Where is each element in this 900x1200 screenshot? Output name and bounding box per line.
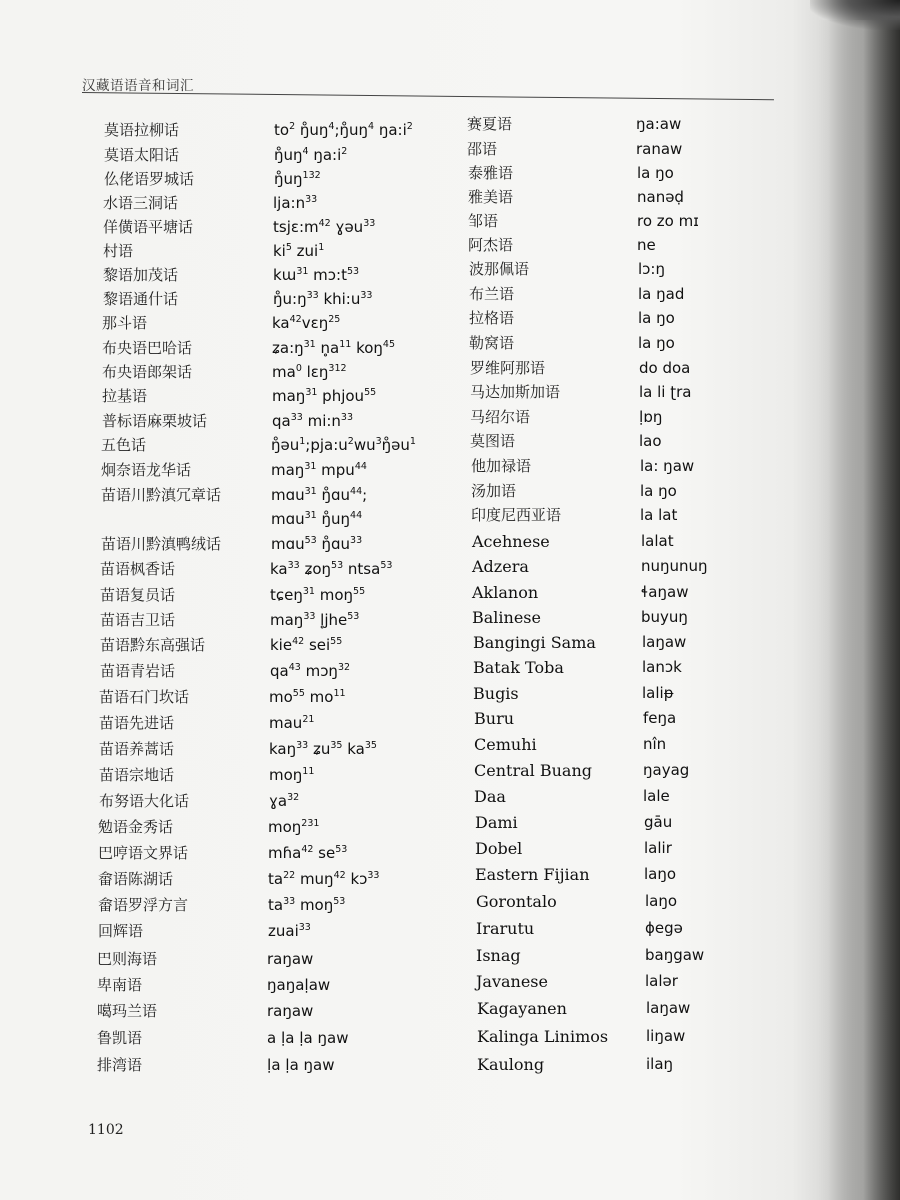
left-word-form: $tsjɛ:m^{42}$ ɣəu$^{33}$ bbox=[273, 218, 376, 236]
right-language-name: Eastern Fijian bbox=[475, 865, 590, 884]
right-word-form: ŋa:aw bbox=[636, 115, 682, 133]
right-language-name: Central Buang bbox=[474, 761, 592, 780]
right-language-name: 布兰语 bbox=[469, 285, 515, 303]
right-language-name: 马绍尔语 bbox=[470, 408, 531, 426]
right-language-name: Adzera bbox=[472, 557, 529, 576]
left-word-form: $mo^{55}$ $mo^{11}$ bbox=[269, 688, 346, 706]
right-word-form: lɔ:ŋ bbox=[638, 260, 665, 278]
right-language-name: Bangingi Sama bbox=[473, 633, 596, 652]
right-language-name: 阿杰语 bbox=[468, 236, 514, 254]
right-language-name: 波那佩语 bbox=[469, 260, 530, 278]
right-word-form: la: ŋaw bbox=[640, 457, 695, 475]
right-language-name: Gorontalo bbox=[476, 892, 557, 911]
right-language-name: 拉格语 bbox=[469, 309, 515, 327]
left-language-name: 回辉语 bbox=[98, 922, 144, 940]
left-language-name: 苗语枫香话 bbox=[100, 560, 176, 578]
right-language-name: Dami bbox=[475, 813, 518, 832]
right-word-form: laŋo bbox=[644, 865, 677, 883]
left-word-form: $ta^{33}$ moŋ$^{53}$ bbox=[268, 896, 346, 914]
right-word-form: liŋaw bbox=[646, 1027, 686, 1045]
right-language-name: 泰雅语 bbox=[468, 164, 514, 182]
left-language-name: 畲语陈湖话 bbox=[98, 870, 174, 888]
running-head: 汉藏语语音和词汇 bbox=[82, 78, 194, 94]
left-word-form: $ka^{33}$ ʑoŋ$^{53}$ ntsa$^{53}$ bbox=[270, 560, 393, 578]
left-language-name: 苗语养蒿话 bbox=[99, 740, 175, 758]
left-word-form: $qa^{43}$ mɔŋ$^{32}$ bbox=[270, 662, 351, 680]
right-word-form: laliᵽ bbox=[642, 684, 674, 702]
left-word-form: maŋ$^{31}$ mpu$^{44}$ bbox=[271, 461, 367, 479]
right-word-form: laŋaw bbox=[646, 999, 691, 1017]
left-word-form: $ka^{42}vɛŋ^{25}$ bbox=[272, 314, 341, 332]
right-language-name: Aklanon bbox=[472, 583, 539, 602]
right-word-form: lao bbox=[639, 432, 662, 450]
right-language-name: Batak Toba bbox=[473, 658, 564, 677]
left-word-form: $ma^0$ lɛŋ$^{312}$ bbox=[272, 363, 347, 381]
right-word-form: ilaŋ bbox=[646, 1055, 674, 1073]
right-word-form: lale bbox=[643, 787, 670, 805]
right-language-name: Irarutu bbox=[476, 919, 535, 938]
right-language-name: Isnag bbox=[476, 946, 521, 965]
left-language-name: 苗语黔东高强话 bbox=[100, 636, 206, 654]
left-language-name: 拉基语 bbox=[102, 387, 148, 405]
left-language-name: 苗语吉卫话 bbox=[100, 611, 176, 629]
right-word-form: lalir bbox=[644, 839, 672, 857]
left-word-form: kaŋ$^{33}$ ʑu$^{35}$ $ka^{35}$ bbox=[269, 740, 377, 758]
left-word-form: a ḷa ḷa ŋaw bbox=[267, 1029, 349, 1047]
left-word-form: maŋ$^{31}$ phjou$^{55}$ bbox=[272, 387, 377, 405]
left-word-form: $ŋ̊uŋ^4$ $ŋa:i^2$ bbox=[274, 146, 348, 164]
left-language-name: 苗语宗地话 bbox=[99, 766, 175, 784]
right-language-name: 雅美语 bbox=[468, 188, 514, 206]
left-language-name: 黎语加茂话 bbox=[103, 266, 179, 284]
left-word-form: $ŋ̊uŋ^{132}$ bbox=[274, 170, 321, 188]
left-word-form: ɣa$^{32}$ bbox=[269, 792, 300, 810]
left-language-name: 卑南语 bbox=[97, 976, 143, 994]
right-word-form: ḷɒŋ bbox=[639, 408, 663, 426]
right-word-form: la lat bbox=[640, 506, 678, 524]
left-word-form: tɕeŋ$^{31}$ moŋ$^{55}$ bbox=[270, 586, 366, 604]
left-language-name: 畲语罗浮方言 bbox=[98, 896, 189, 914]
left-language-name: 布努语大化话 bbox=[99, 792, 190, 810]
left-language-name: 莫语太阳话 bbox=[104, 146, 180, 164]
left-word-form: $qa^{33}$ $mi:n^{33}$ bbox=[272, 412, 354, 430]
left-language-name: 佯僙语平塘话 bbox=[103, 218, 194, 236]
right-language-name: 罗维阿那语 bbox=[470, 359, 546, 377]
right-language-name: Acehnese bbox=[472, 532, 550, 551]
right-word-form: laŋaw bbox=[642, 633, 687, 651]
right-word-form: la ŋo bbox=[640, 482, 677, 500]
right-language-name: Buru bbox=[474, 709, 515, 728]
left-language-name: 苗语青岩话 bbox=[100, 662, 176, 680]
left-language-name: 五色话 bbox=[101, 436, 147, 454]
right-word-form: nuŋunuŋ bbox=[641, 557, 708, 575]
left-language-name: 布央语巴哈话 bbox=[102, 339, 193, 357]
right-word-form: do doa bbox=[639, 359, 691, 377]
left-language-name: 苗语川黔滇冗章话 bbox=[101, 486, 222, 504]
right-word-form: gāu bbox=[644, 813, 673, 831]
left-language-name: 苗语石门坎话 bbox=[99, 688, 190, 706]
right-language-name: Javanese bbox=[476, 972, 548, 991]
right-word-form: la ŋad bbox=[638, 285, 685, 303]
right-language-name: Kagayanen bbox=[477, 999, 567, 1018]
right-word-form: la ŋo bbox=[638, 334, 675, 352]
left-language-name: 鲁凯语 bbox=[97, 1029, 143, 1047]
right-word-form: ro zo mɪ bbox=[637, 212, 699, 230]
left-word-form: ŋaŋaḷaw bbox=[267, 976, 331, 994]
left-word-form: mɑu$^{31}$ $ŋ̊uŋ^{44}$ bbox=[271, 510, 363, 528]
left-language-name: 水语三洞话 bbox=[103, 194, 179, 212]
right-language-name: 马达加斯加语 bbox=[470, 383, 561, 401]
right-language-name: 勒窝语 bbox=[469, 334, 515, 352]
left-word-form: zuai$^{33}$ bbox=[268, 922, 311, 940]
right-word-form: buyuŋ bbox=[641, 608, 688, 626]
right-language-name: 印度尼西亚语 bbox=[471, 506, 562, 524]
left-word-form: $ki^5$ zui$^1$ bbox=[273, 242, 325, 260]
right-word-form: feŋa bbox=[643, 709, 677, 727]
right-word-form: la ŋo bbox=[637, 164, 674, 182]
left-word-form: $ta^{22}$ muŋ$^{42}$ kɔ$^{33}$ bbox=[268, 870, 380, 888]
right-word-form: ne bbox=[637, 236, 656, 254]
left-language-name: 苗语川黔滇鸭绒话 bbox=[101, 535, 222, 553]
right-language-name: Dobel bbox=[475, 839, 523, 858]
left-language-name: 苗语先进话 bbox=[99, 714, 175, 732]
left-language-name: 噶玛兰语 bbox=[97, 1002, 158, 1020]
left-word-form: mɦa$^{42}$ $se^{53}$ bbox=[268, 844, 348, 862]
left-word-form: kɯ$^{31}$ $mɔ:t^{53}$ bbox=[273, 266, 360, 284]
right-language-name: Balinese bbox=[472, 608, 541, 627]
left-word-form: raŋaw bbox=[267, 1002, 314, 1020]
left-word-form: mau$^{21}$ bbox=[269, 714, 315, 732]
right-language-name: Bugis bbox=[473, 684, 519, 703]
right-word-form: lalər bbox=[645, 972, 678, 990]
left-word-form: ḷa ḷa ŋaw bbox=[267, 1056, 335, 1074]
right-word-form: ranaw bbox=[636, 140, 683, 158]
right-word-form: ɸegə bbox=[645, 919, 683, 937]
left-language-name: 勉语金秀话 bbox=[98, 818, 174, 836]
right-language-name: 莫图语 bbox=[470, 432, 516, 450]
right-language-name: Cemuhi bbox=[474, 735, 537, 754]
left-word-form: raŋaw bbox=[267, 950, 314, 968]
right-word-form: baŋgaw bbox=[645, 946, 705, 964]
left-word-form: mɑu$^{53}$ ŋ̊ɑu$^{33}$ bbox=[271, 535, 363, 553]
right-word-form: laŋo bbox=[645, 892, 678, 910]
page-number: 1102 bbox=[88, 1122, 124, 1138]
right-language-name: Kalinga Linimos bbox=[477, 1027, 609, 1046]
left-word-form: mɑu$^{31}$ ŋ̊ɑu$^{44}$; bbox=[271, 486, 368, 504]
left-language-name: 炯奈语龙华话 bbox=[101, 461, 192, 479]
right-language-name: 他加禄语 bbox=[471, 457, 532, 475]
right-language-name: 汤加语 bbox=[471, 482, 517, 500]
left-word-form: moŋ$^{231}$ bbox=[268, 818, 320, 836]
left-language-name: 黎语通什话 bbox=[103, 290, 179, 308]
left-word-form: $lja:n^{33}$ bbox=[273, 194, 318, 212]
right-language-name: Kaulong bbox=[477, 1055, 545, 1074]
right-word-form: lalat bbox=[641, 532, 674, 550]
right-word-form: lanɔk bbox=[642, 658, 682, 676]
right-language-name: 邵语 bbox=[467, 140, 498, 158]
right-language-name: Daa bbox=[474, 787, 506, 806]
right-word-form: nîn bbox=[643, 735, 667, 753]
left-word-form: $ʑa:ŋ^{31}$ $n̥a^{11}$ koŋ$^{45}$ bbox=[272, 339, 395, 357]
left-language-name: 苗语复员话 bbox=[100, 586, 176, 604]
left-language-name: 仫佬语罗城话 bbox=[104, 170, 195, 188]
left-language-name: 布央语郎架话 bbox=[102, 363, 193, 381]
left-language-name: 排湾语 bbox=[97, 1056, 143, 1074]
right-language-name: 邹语 bbox=[468, 212, 499, 230]
left-word-form: $ŋ̊u:ŋ^{33}$ $khi:u^{33}$ bbox=[273, 290, 373, 308]
right-word-form: la li ʈra bbox=[639, 383, 692, 401]
left-language-name: 巴哼语文界话 bbox=[98, 844, 189, 862]
right-word-form: ɬaŋaw bbox=[641, 583, 689, 601]
right-word-form: ŋayag bbox=[643, 761, 690, 779]
right-word-form: la ŋo bbox=[638, 309, 675, 327]
left-language-name: 巴则海语 bbox=[97, 950, 158, 968]
left-language-name: 莫语拉柳话 bbox=[104, 121, 180, 139]
left-word-form: $to^2$ $ŋ̊uŋ^4;ŋ̊uŋ^4$ $ŋa:i^2$ bbox=[274, 121, 413, 139]
right-word-form: nanəḍ bbox=[637, 188, 684, 206]
left-language-name: 那斗语 bbox=[102, 314, 148, 332]
left-word-form: $ŋ̊əu^1;pja:u^2wu^3ŋ̊əu^1$ bbox=[271, 436, 416, 454]
left-word-form: moŋ$^{11}$ bbox=[269, 766, 315, 784]
right-language-name: 赛夏语 bbox=[467, 115, 513, 133]
left-word-form: kie$^{42}$ sei$^{55}$ bbox=[270, 636, 343, 654]
left-word-form: maŋ$^{33}$ l̥jhe$^{53}$ bbox=[270, 611, 360, 629]
left-language-name: 普标语麻栗坡话 bbox=[102, 412, 208, 430]
left-language-name: 村语 bbox=[103, 242, 134, 260]
